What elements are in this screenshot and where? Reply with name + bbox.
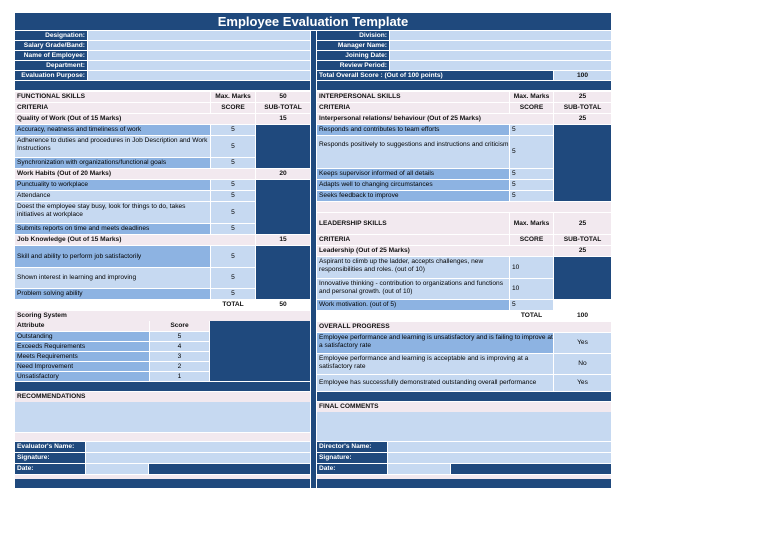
subtotal-block: [554, 125, 611, 201]
criteria-item: Skill and ability to perform job satisfactorily: [15, 246, 210, 267]
employee-name-field[interactable]: [88, 51, 310, 60]
salary-grade-field[interactable]: [88, 41, 310, 50]
criteria-score[interactable]: 5: [211, 136, 255, 157]
criteria-item: Synchronization with organizations/functional goals: [15, 158, 210, 168]
evaluator-date-label: Date:: [15, 464, 85, 474]
criteria-score[interactable]: 5: [510, 180, 553, 190]
criteria-score[interactable]: 10: [510, 279, 553, 299]
page-title: Employee Evaluation Template: [15, 13, 611, 30]
criteria-score[interactable]: 5: [211, 191, 255, 201]
scoring-score: 1: [150, 372, 209, 381]
review-period-field[interactable]: [390, 61, 611, 70]
criteria-score[interactable]: 5: [211, 268, 255, 288]
functional-total-value: 50: [256, 300, 310, 310]
criteria-score[interactable]: 10: [510, 257, 553, 278]
criteria-item: Work motivation. (out of 5): [317, 300, 509, 310]
group-subtotal: 15: [256, 114, 310, 124]
joining-date-label: Joining Date:: [317, 51, 389, 60]
salary-grade-label: Salary Grade/Band:: [15, 41, 87, 50]
criteria-item: Keeps supervisor informed of all details: [317, 169, 509, 179]
criteria-score[interactable]: 5: [211, 125, 255, 135]
subtotal-label: SUB-TOTAL: [256, 103, 310, 113]
center-divider: [311, 31, 316, 488]
max-marks-value: 25: [554, 213, 611, 234]
footer-band: [15, 479, 310, 488]
leadership-skills-heading: LEADERSHIP SKILLS: [317, 213, 509, 234]
spacer-row: [15, 433, 310, 441]
evaluator-date-field[interactable]: [86, 464, 148, 474]
functional-skills-heading: FUNCTIONAL SKILLS: [15, 92, 210, 102]
progress-answer[interactable]: Yes: [554, 333, 611, 353]
group-title: Interpersonal relations/ behaviour (Out of 25 Marks): [317, 114, 553, 124]
criteria-item: Aspirant to climb up the ladder, accepts challenges, new responsibilities and roles. (out of 10): [317, 257, 509, 278]
criteria-score[interactable]: 5: [211, 246, 255, 267]
group-subtotal: 25: [554, 114, 611, 124]
progress-answer[interactable]: Yes: [554, 375, 611, 391]
subtotal-label: SUB-TOTAL: [554, 103, 611, 113]
separator-band: [317, 81, 611, 90]
separator-band: [15, 81, 310, 90]
score-label: SCORE: [510, 235, 553, 245]
scoring-score: 3: [150, 352, 209, 361]
scoring-heading: Scoring System: [15, 311, 310, 321]
scoring-attribute: Exceeds Requirements: [15, 342, 149, 351]
review-period-label: Review Period:: [317, 61, 389, 70]
progress-statement: Employee performance and learning is unsatisfactory and is failing to improve at a satisfactory rate: [317, 333, 553, 353]
evaluator-signature-field[interactable]: [86, 453, 310, 463]
subtotal-block: [256, 180, 310, 234]
designation-field[interactable]: [88, 31, 310, 40]
blank-cell: [554, 300, 611, 310]
final-comments-label: FINAL COMMENTS: [317, 402, 611, 412]
separator-band: [317, 392, 611, 401]
scoring-score: 4: [150, 342, 209, 351]
recommendations-field[interactable]: [15, 402, 310, 432]
max-marks-label: Max. Marks: [510, 213, 553, 234]
criteria-score[interactable]: 5: [211, 158, 255, 168]
criteria-item: Responds positively to suggestions and instructions and criticism: [317, 136, 509, 168]
criteria-item: Responds and contributes to team efforts: [317, 125, 509, 135]
overall-total-label: TOTAL: [510, 311, 553, 321]
evaluator-signature-label: Signature:: [15, 453, 85, 463]
group-title: Work Habits (Out of 20 Marks): [15, 169, 255, 179]
criteria-item: Submits reports on time and meets deadlines: [15, 224, 210, 234]
spacer-row: [317, 202, 611, 212]
subtotal-block: [256, 125, 310, 168]
final-comments-field[interactable]: [317, 412, 611, 441]
manager-name-field[interactable]: [390, 41, 611, 50]
score-label: SCORE: [510, 103, 553, 113]
director-signature-field[interactable]: [388, 453, 611, 463]
total-overall-score-value: 100: [554, 71, 611, 80]
scoring-block: [210, 321, 310, 381]
blank-cell: [317, 311, 509, 321]
criteria-item: Accuracy, neatness and timeliness of work: [15, 125, 210, 135]
criteria-item: Innovative thinking - contribution to organizations and functions and personal growth. (out of 10): [317, 279, 509, 299]
date-filler: [149, 464, 310, 474]
progress-statement: Employee has successfully demonstrated outstanding overall performance: [317, 375, 553, 391]
scoring-score: 5: [150, 332, 209, 341]
director-date-label: Date:: [317, 464, 387, 474]
criteria-score[interactable]: 5: [211, 224, 255, 234]
manager-name-label: Manager Name:: [317, 41, 389, 50]
scoring-score-label: Score: [150, 321, 209, 331]
total-overall-score-label: Total Overall Score : (Out of 100 points): [317, 71, 553, 80]
max-marks-label: Max. Marks: [211, 92, 255, 102]
scoring-attribute-label: Attribute: [15, 321, 149, 331]
scoring-attribute: Outstanding: [15, 332, 149, 341]
footer-band: [317, 479, 611, 488]
subtotal-block: [256, 246, 310, 299]
group-title: Job Knowledge (Out of 15 Marks): [15, 235, 255, 245]
criteria-item: Attendance: [15, 191, 210, 201]
evaluation-purpose-label: Evaluation Purpose:: [15, 71, 87, 80]
score-label: SCORE: [211, 103, 255, 113]
criteria-score[interactable]: 5: [211, 202, 255, 223]
group-title: Leadership (Out of 25 Marks): [317, 246, 553, 256]
director-signature-label: Signature:: [317, 453, 387, 463]
max-marks-label: Max. Marks: [510, 92, 553, 102]
department-label: Department:: [15, 61, 87, 70]
criteria-item: Problem solving ability: [15, 289, 210, 299]
director-date-field[interactable]: [388, 464, 450, 474]
progress-statement: Employee performance and learning is acceptable and is improving at a satisfactory rate: [317, 354, 553, 374]
evaluation-sheet: [15, 13, 611, 488]
group-subtotal: 25: [554, 246, 611, 256]
criteria-score[interactable]: 5: [510, 136, 553, 168]
criteria-label: CRITERIA: [317, 103, 509, 113]
criteria-score[interactable]: 5: [510, 169, 553, 179]
employee-name-label: Name of Employee:: [15, 51, 87, 60]
criteria-item: Doest the employee stay busy, look for things to do, takes initiatives at workplace: [15, 202, 210, 223]
joining-date-field[interactable]: [390, 51, 611, 60]
subtotal-block: [554, 257, 611, 299]
date-filler: [451, 464, 611, 474]
recommendations-label: RECOMMENDATIONS: [15, 392, 310, 402]
criteria-item: Punctuality to workplace: [15, 180, 210, 190]
director-name-label: Director's Name:: [317, 442, 387, 452]
criteria-score[interactable]: 5: [211, 180, 255, 190]
overall-progress-heading: OVERALL PROGRESS: [317, 322, 611, 332]
department-field[interactable]: [88, 61, 310, 70]
criteria-item: Adherence to duties and procedures in Job Description and Work Instructions: [15, 136, 210, 157]
criteria-score[interactable]: 5: [510, 125, 553, 135]
designation-label: Designation:: [15, 31, 87, 40]
blank-cell: [15, 300, 210, 310]
scoring-score: 2: [150, 362, 209, 371]
division-field[interactable]: [390, 31, 611, 40]
evaluation-purpose-field[interactable]: [88, 71, 310, 80]
group-subtotal: 15: [256, 235, 310, 245]
evaluator-name-field[interactable]: [86, 442, 310, 452]
interpersonal-skills-heading: INTERPERSONAL SKILLS: [317, 92, 509, 102]
overall-total-value: 100: [554, 311, 611, 321]
director-name-field[interactable]: [388, 442, 611, 452]
criteria-item: Seeks feedback to improve: [317, 191, 509, 201]
criteria-score[interactable]: 5: [211, 289, 255, 299]
group-title: Quality of Work (Out of 15 Marks): [15, 114, 255, 124]
criteria-label: CRITERIA: [15, 103, 210, 113]
scoring-attribute: Unsatisfactory: [15, 372, 149, 381]
evaluator-name-label: Evaluator's Name:: [15, 442, 85, 452]
division-label: Division:: [317, 31, 389, 40]
criteria-item: Adapts well to changing circumstances: [317, 180, 509, 190]
subtotal-label: SUB-TOTAL: [554, 235, 611, 245]
group-subtotal: 20: [256, 169, 310, 179]
max-marks-value: 50: [256, 92, 310, 102]
functional-total-label: TOTAL: [211, 300, 255, 310]
max-marks-value: 25: [554, 92, 611, 102]
criteria-score[interactable]: 5: [510, 300, 553, 310]
separator-band: [15, 382, 310, 391]
scoring-attribute: Meets Requirements: [15, 352, 149, 361]
progress-answer[interactable]: No: [554, 354, 611, 374]
criteria-item: Shown interest in learning and improving: [15, 268, 210, 288]
criteria-label: CRITERIA: [317, 235, 509, 245]
scoring-attribute: Need Improvement: [15, 362, 149, 371]
criteria-score[interactable]: 5: [510, 191, 553, 201]
